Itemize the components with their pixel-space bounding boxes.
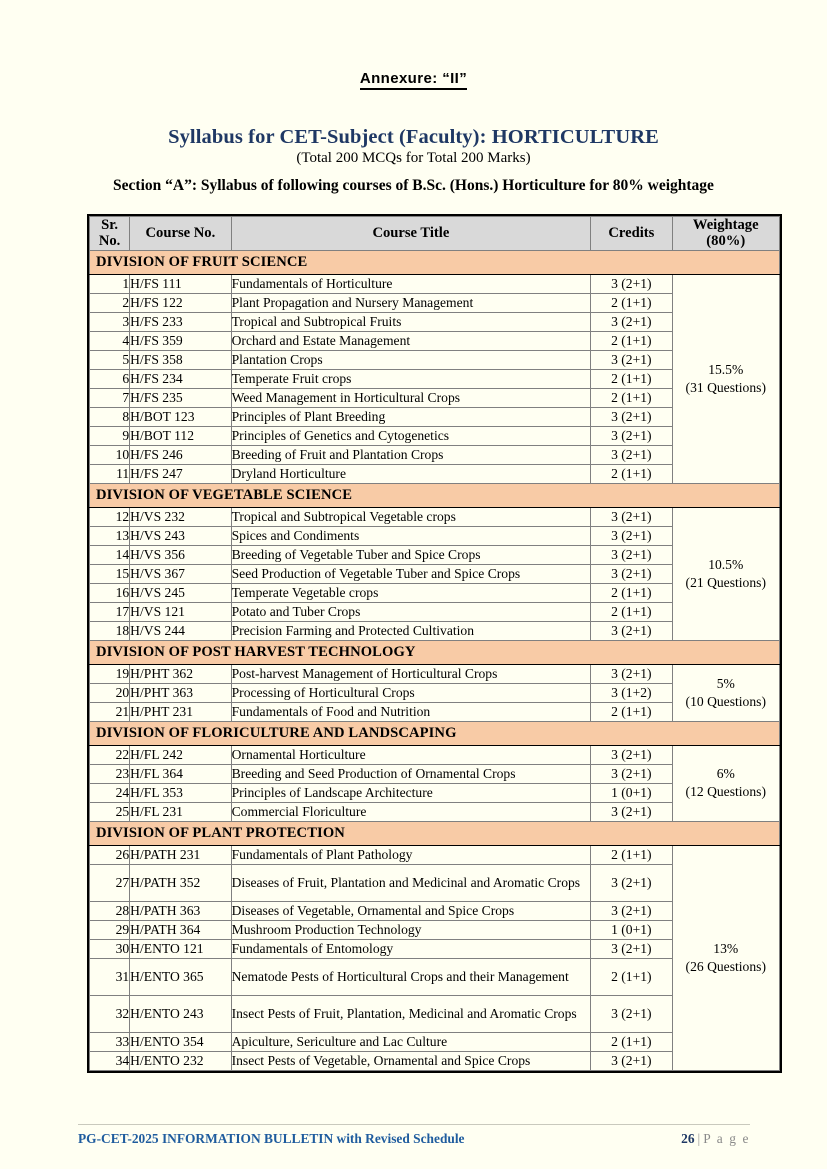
cell-course-title: Insect Pests of Fruit, Plantation, Medicinal and Aromatic Crops [231, 995, 591, 1032]
cell-credits: 3 (2+1) [591, 526, 672, 545]
cell-course-no: H/FS 111 [130, 274, 231, 293]
cell-credits: 3 (2+1) [591, 564, 672, 583]
cell-sr-no: 22 [90, 745, 130, 764]
cell-course-title: Plant Propagation and Nursery Management [231, 293, 591, 312]
cell-credits: 3 (2+1) [591, 312, 672, 331]
cell-course-no: H/ENTO 365 [130, 958, 231, 995]
table-row [90, 745, 780, 764]
cell-course-title: Precision Farming and Protected Cultivation [231, 621, 591, 640]
cell-credits: 3 (2+1) [591, 939, 672, 958]
cell-sr-no: 12 [90, 507, 130, 526]
cell-course-title: Processing of Horticultural Crops [231, 683, 591, 702]
cell-course-title: Principles of Landscape Architecture [231, 783, 591, 802]
cell-sr-no: 3 [90, 312, 130, 331]
syllabus-table [89, 216, 780, 1071]
cell-course-no: H/VS 245 [130, 583, 231, 602]
cell-course-no: H/FL 231 [130, 802, 231, 821]
cell-credits: 3 (2+1) [591, 407, 672, 426]
cell-course-no: H/VS 244 [130, 621, 231, 640]
cell-credits: 3 (2+1) [591, 621, 672, 640]
cell-course-title: Fundamentals of Entomology [231, 939, 591, 958]
cell-course-no: H/FL 242 [130, 745, 231, 764]
footer-page-number: 26 [681, 1131, 695, 1146]
cell-course-no: H/ENTO 232 [130, 1051, 231, 1070]
cell-course-no: H/FL 364 [130, 764, 231, 783]
cell-course-no: H/FS 359 [130, 331, 231, 350]
column-header-course-title: Course Title [231, 217, 591, 251]
cell-sr-no: 6 [90, 369, 130, 388]
cell-course-title: Fundamentals of Food and Nutrition [231, 702, 591, 721]
cell-course-no: H/ENTO 354 [130, 1032, 231, 1051]
cell-credits: 2 (1+1) [591, 958, 672, 995]
section-a-heading: Section “A”: Syllabus of following courses of B.Sc. (Hons.) Horticulture for 80% weightage [113, 177, 714, 194]
cell-course-no: H/VS 367 [130, 564, 231, 583]
cell-weightage [672, 274, 779, 483]
cell-course-no: H/FS 235 [130, 388, 231, 407]
cell-credits: 3 (2+1) [591, 664, 672, 683]
table-body [90, 250, 780, 1070]
column-header-course-no: Course No. [130, 217, 231, 251]
cell-credits: 3 (2+1) [591, 745, 672, 764]
cell-course-title: Temperate Fruit crops [231, 369, 591, 388]
cell-credits: 2 (1+1) [591, 583, 672, 602]
cell-course-no: H/FS 247 [130, 464, 231, 483]
cell-course-no: H/ENTO 121 [130, 939, 231, 958]
column-header-weightage [672, 217, 779, 251]
cell-course-title: Breeding of Fruit and Plantation Crops [231, 445, 591, 464]
cell-sr-no: 20 [90, 683, 130, 702]
cell-course-no: H/FS 122 [130, 293, 231, 312]
cell-course-title: Potato and Tuber Crops [231, 602, 591, 621]
cell-sr-no: 23 [90, 764, 130, 783]
table-row [90, 274, 780, 293]
cell-credits: 1 (0+1) [591, 920, 672, 939]
cell-course-no: H/FL 353 [130, 783, 231, 802]
cell-course-no: H/PHT 363 [130, 683, 231, 702]
page-title: Syllabus for CET-Subject (Faculty): HORTICULTURE [168, 126, 659, 148]
division-header-row [90, 640, 780, 664]
weightage-questions: (26 Questions) [685, 958, 766, 974]
cell-sr-no: 33 [90, 1032, 130, 1051]
sr-no-line2: No. [98, 233, 121, 250]
weightage-percent: 5% [716, 675, 735, 691]
cell-course-title: Spices and Condiments [231, 526, 591, 545]
cell-course-no: H/VS 121 [130, 602, 231, 621]
cell-course-title: Breeding and Seed Production of Ornamental Crops [231, 764, 591, 783]
cell-credits: 2 (1+1) [591, 388, 672, 407]
table-row [90, 507, 780, 526]
cell-course-no: H/VS 243 [130, 526, 231, 545]
cell-course-no: H/PATH 352 [130, 864, 231, 901]
cell-sr-no: 1 [90, 274, 130, 293]
cell-course-title: Nematode Pests of Horticultural Crops and their Management [231, 958, 591, 995]
weightage-questions: (31 Questions) [685, 379, 766, 395]
table-header-row [90, 217, 780, 251]
division-title: DIVISION OF POST HARVEST TECHNOLOGY [90, 640, 780, 664]
cell-course-title: Commercial Floriculture [231, 802, 591, 821]
cell-course-title: Insect Pests of Vegetable, Ornamental and Spice Crops [231, 1051, 591, 1070]
cell-course-title: Plantation Crops [231, 350, 591, 369]
cell-sr-no: 24 [90, 783, 130, 802]
cell-course-no: H/BOT 123 [130, 407, 231, 426]
cell-weightage [672, 664, 779, 721]
cell-weightage [672, 745, 779, 821]
cell-credits: 3 (2+1) [591, 445, 672, 464]
cell-credits: 3 (2+1) [591, 350, 672, 369]
table-head [90, 217, 780, 251]
page-subtitle: (Total 200 MCQs for Total 200 Marks) [296, 150, 531, 166]
cell-weightage [672, 507, 779, 640]
cell-sr-no: 10 [90, 445, 130, 464]
cell-course-no: H/FS 246 [130, 445, 231, 464]
division-title: DIVISION OF PLANT PROTECTION [90, 821, 780, 845]
cell-sr-no: 2 [90, 293, 130, 312]
cell-course-title: Mushroom Production Technology [231, 920, 591, 939]
cell-course-title: Orchard and Estate Management [231, 331, 591, 350]
cell-course-title: Diseases of Fruit, Plantation and Medicinal and Aromatic Crops [231, 864, 591, 901]
cell-course-title: Seed Production of Vegetable Tuber and Spice Crops [231, 564, 591, 583]
cell-credits: 2 (1+1) [591, 702, 672, 721]
cell-course-title: Ornamental Horticulture [231, 745, 591, 764]
cell-course-title: Diseases of Vegetable, Ornamental and Spice Crops [231, 901, 591, 920]
cell-course-no: H/FS 233 [130, 312, 231, 331]
cell-sr-no: 14 [90, 545, 130, 564]
cell-sr-no: 34 [90, 1051, 130, 1070]
cell-weightage [672, 845, 779, 1070]
cell-course-title: Fundamentals of Horticulture [231, 274, 591, 293]
weightage-percent: 15.5% [708, 361, 744, 377]
cell-credits: 3 (2+1) [591, 901, 672, 920]
weightage-questions: (10 Questions) [685, 693, 766, 709]
weightage-percent: 6% [716, 766, 735, 782]
cell-credits: 3 (2+1) [591, 507, 672, 526]
cell-course-no: H/PATH 231 [130, 845, 231, 864]
cell-course-title: Tropical and Subtropical Fruits [231, 312, 591, 331]
weightage-questions: (12 Questions) [685, 784, 766, 800]
cell-course-title: Principles of Genetics and Cytogenetics [231, 426, 591, 445]
cell-credits: 3 (2+1) [591, 545, 672, 564]
page-footer [78, 1131, 750, 1151]
cell-sr-no: 27 [90, 864, 130, 901]
cell-sr-no: 28 [90, 901, 130, 920]
cell-credits: 2 (1+1) [591, 845, 672, 864]
division-header-row [90, 721, 780, 745]
division-header-row [90, 250, 780, 274]
cell-sr-no: 18 [90, 621, 130, 640]
cell-sr-no: 17 [90, 602, 130, 621]
cell-sr-no: 11 [90, 464, 130, 483]
cell-course-title: Weed Management in Horticultural Crops [231, 388, 591, 407]
footer-page-indicator [681, 1131, 750, 1147]
division-title: DIVISION OF FRUIT SCIENCE [90, 250, 780, 274]
weightage-questions: (21 Questions) [685, 574, 766, 590]
cell-sr-no: 19 [90, 664, 130, 683]
weightage-line2: (80%) [706, 233, 746, 250]
cell-course-title: Post-harvest Management of Horticultural Crops [231, 664, 591, 683]
cell-course-title: Dryland Horticulture [231, 464, 591, 483]
cell-sr-no: 7 [90, 388, 130, 407]
cell-sr-no: 31 [90, 958, 130, 995]
cell-credits: 3 (2+1) [591, 764, 672, 783]
column-header-credits: Credits [591, 217, 672, 251]
cell-credits: 3 (2+1) [591, 995, 672, 1032]
cell-credits: 3 (1+2) [591, 683, 672, 702]
cell-sr-no: 15 [90, 564, 130, 583]
weightage-line1: Weightage [692, 217, 759, 233]
weightage-percent: 10.5% [708, 556, 744, 572]
cell-credits: 2 (1+1) [591, 464, 672, 483]
cell-course-title: Temperate Vegetable crops [231, 583, 591, 602]
annexure-heading-text: Annexure: “II” [360, 70, 467, 90]
cell-course-title: Apiculture, Sericulture and Lac Culture [231, 1032, 591, 1051]
cell-course-no: H/BOT 112 [130, 426, 231, 445]
division-header-row [90, 483, 780, 507]
cell-course-title: Fundamentals of Plant Pathology [231, 845, 591, 864]
cell-course-no: H/PATH 364 [130, 920, 231, 939]
footer-separator: | [697, 1131, 701, 1146]
cell-sr-no: 5 [90, 350, 130, 369]
cell-course-title: Breeding of Vegetable Tuber and Spice Crops [231, 545, 591, 564]
cell-credits: 3 (2+1) [591, 274, 672, 293]
division-header-row [90, 821, 780, 845]
cell-sr-no: 8 [90, 407, 130, 426]
footer-page-word: P a g e [703, 1131, 750, 1146]
table-row [90, 845, 780, 864]
cell-credits: 2 (1+1) [591, 602, 672, 621]
cell-sr-no: 26 [90, 845, 130, 864]
cell-course-no: H/VS 356 [130, 545, 231, 564]
cell-course-no: H/PHT 362 [130, 664, 231, 683]
weightage-percent: 13% [713, 940, 739, 956]
cell-sr-no: 4 [90, 331, 130, 350]
cell-course-no: H/PHT 231 [130, 702, 231, 721]
footer-divider [78, 1124, 750, 1125]
syllabus-table-wrapper [87, 214, 782, 1073]
cell-sr-no: 29 [90, 920, 130, 939]
cell-credits: 2 (1+1) [591, 1032, 672, 1051]
cell-credits: 3 (2+1) [591, 864, 672, 901]
cell-credits: 2 (1+1) [591, 293, 672, 312]
cell-course-no: H/VS 232 [130, 507, 231, 526]
cell-sr-no: 9 [90, 426, 130, 445]
cell-sr-no: 25 [90, 802, 130, 821]
table-row [90, 664, 780, 683]
cell-credits: 2 (1+1) [591, 369, 672, 388]
division-title: DIVISION OF FLORICULTURE AND LANDSCAPING [90, 721, 780, 745]
cell-credits: 2 (1+1) [591, 331, 672, 350]
cell-sr-no: 16 [90, 583, 130, 602]
footer-bulletin-label: PG-CET-2025 INFORMATION BULLETIN with Revised Schedule [78, 1131, 465, 1146]
column-header-sr-no [90, 217, 130, 251]
cell-sr-no: 13 [90, 526, 130, 545]
cell-sr-no: 30 [90, 939, 130, 958]
cell-course-no: H/PATH 363 [130, 901, 231, 920]
cell-credits: 3 (2+1) [591, 802, 672, 821]
sr-no-line1: Sr. [101, 217, 119, 233]
division-title: DIVISION OF VEGETABLE SCIENCE [90, 483, 780, 507]
cell-sr-no: 21 [90, 702, 130, 721]
cell-course-no: H/FS 234 [130, 369, 231, 388]
annexure-heading [0, 70, 827, 87]
cell-course-title: Tropical and Subtropical Vegetable crops [231, 507, 591, 526]
cell-course-title: Principles of Plant Breeding [231, 407, 591, 426]
cell-course-no: H/ENTO 243 [130, 995, 231, 1032]
cell-credits: 3 (2+1) [591, 1051, 672, 1070]
cell-credits: 3 (2+1) [591, 426, 672, 445]
cell-credits: 1 (0+1) [591, 783, 672, 802]
cell-sr-no: 32 [90, 995, 130, 1032]
cell-course-no: H/FS 358 [130, 350, 231, 369]
